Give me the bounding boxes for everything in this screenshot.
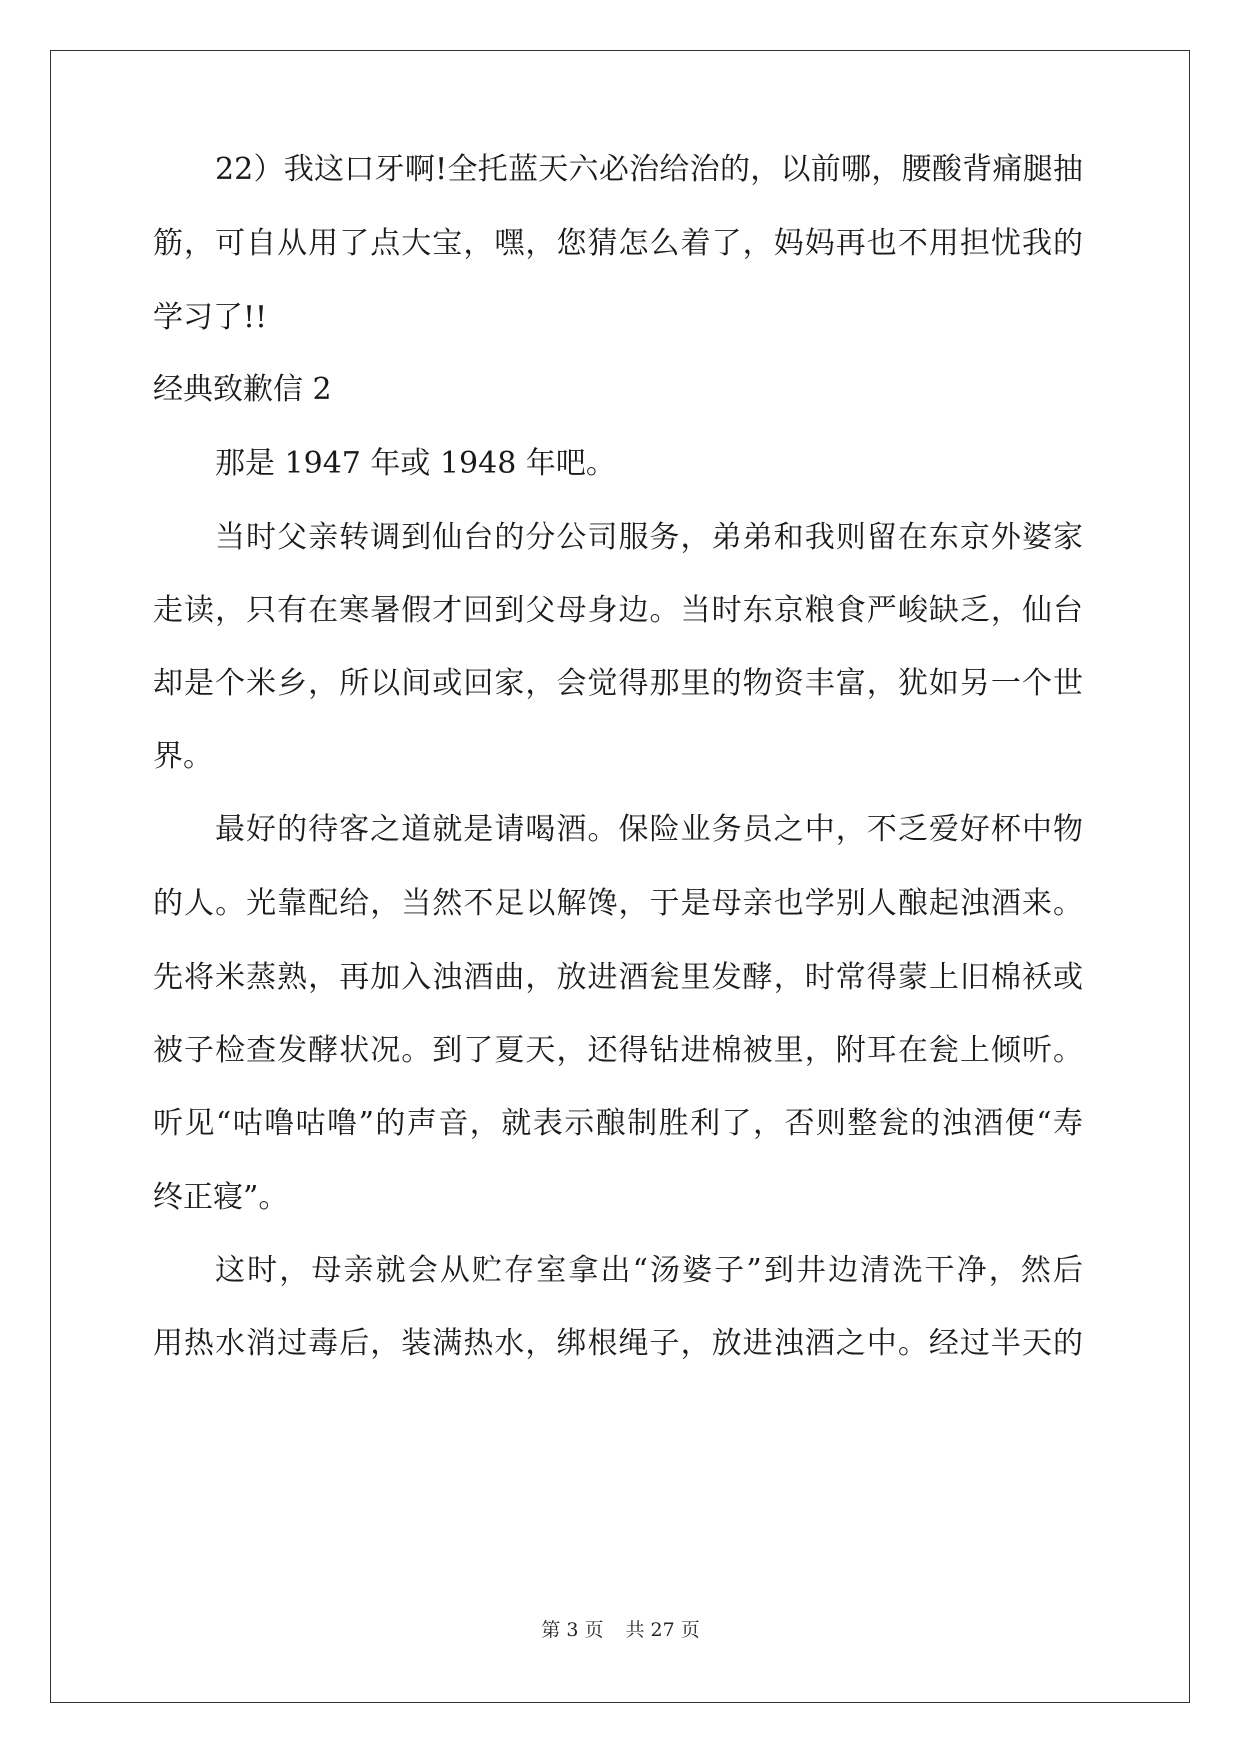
text-line: 这时，母亲就会从贮存室拿出“汤婆子”到井边清洗干净，然后	[215, 1253, 1083, 1288]
text-line: 却是个米乡，所以间或回家，会觉得那里的物资丰富，犹如另一个世	[153, 666, 1083, 701]
page-number-current: 第 3 页	[541, 1619, 604, 1641]
section-heading: 经典致歉信 2	[153, 372, 332, 407]
text-line: 走读，只有在寒暑假才回到父母身边。当时东京粮食严峻缺乏，仙台	[153, 593, 1083, 628]
text-line: 听见“咕噜咕噜”的声音，就表示酿制胜利了，否则整瓮的浊酒便“寿	[153, 1106, 1083, 1141]
text-line: 被子检查发酵状况。到了夏天，还得钻进棉被里，附耳在瓮上倾听。	[153, 1033, 1083, 1068]
page-border	[50, 50, 1190, 1703]
text-line: 当时父亲转调到仙台的分公司服务，弟弟和我则留在东京外婆家	[215, 520, 1083, 555]
text-line: 最好的待客之道就是请喝酒。保险业务员之中，不乏爱好杯中物	[215, 812, 1083, 847]
text-line: 先将米蒸熟，再加入浊酒曲，放进酒瓮里发酵，时常得蒙上旧棉袄或	[153, 960, 1083, 995]
text-line: 的人。光靠配给，当然不足以解馋，于是母亲也学别人酿起浊酒来。	[153, 886, 1083, 921]
text-line: 用热水消过毒后，装满热水，绑根绳子，放进浊酒之中。经过半天的	[153, 1326, 1083, 1361]
text-line: 筋，可自从用了点大宝，嘿，您猜怎么着了，妈妈再也不用担忧我的	[153, 226, 1083, 261]
text-line: 学习了!!	[153, 300, 268, 335]
text-line: 界。	[153, 739, 213, 774]
text-line: 终正寝”。	[153, 1180, 289, 1215]
page-footer	[0, 1618, 1241, 1642]
text-line: 那是 1947 年或 1948 年吧。	[215, 446, 616, 481]
page-number-total: 共 27 页	[625, 1619, 700, 1641]
text-line: 22）我这口牙啊!全托蓝天六必治给治的，以前哪，腰酸背痛腿抽	[215, 152, 1083, 187]
